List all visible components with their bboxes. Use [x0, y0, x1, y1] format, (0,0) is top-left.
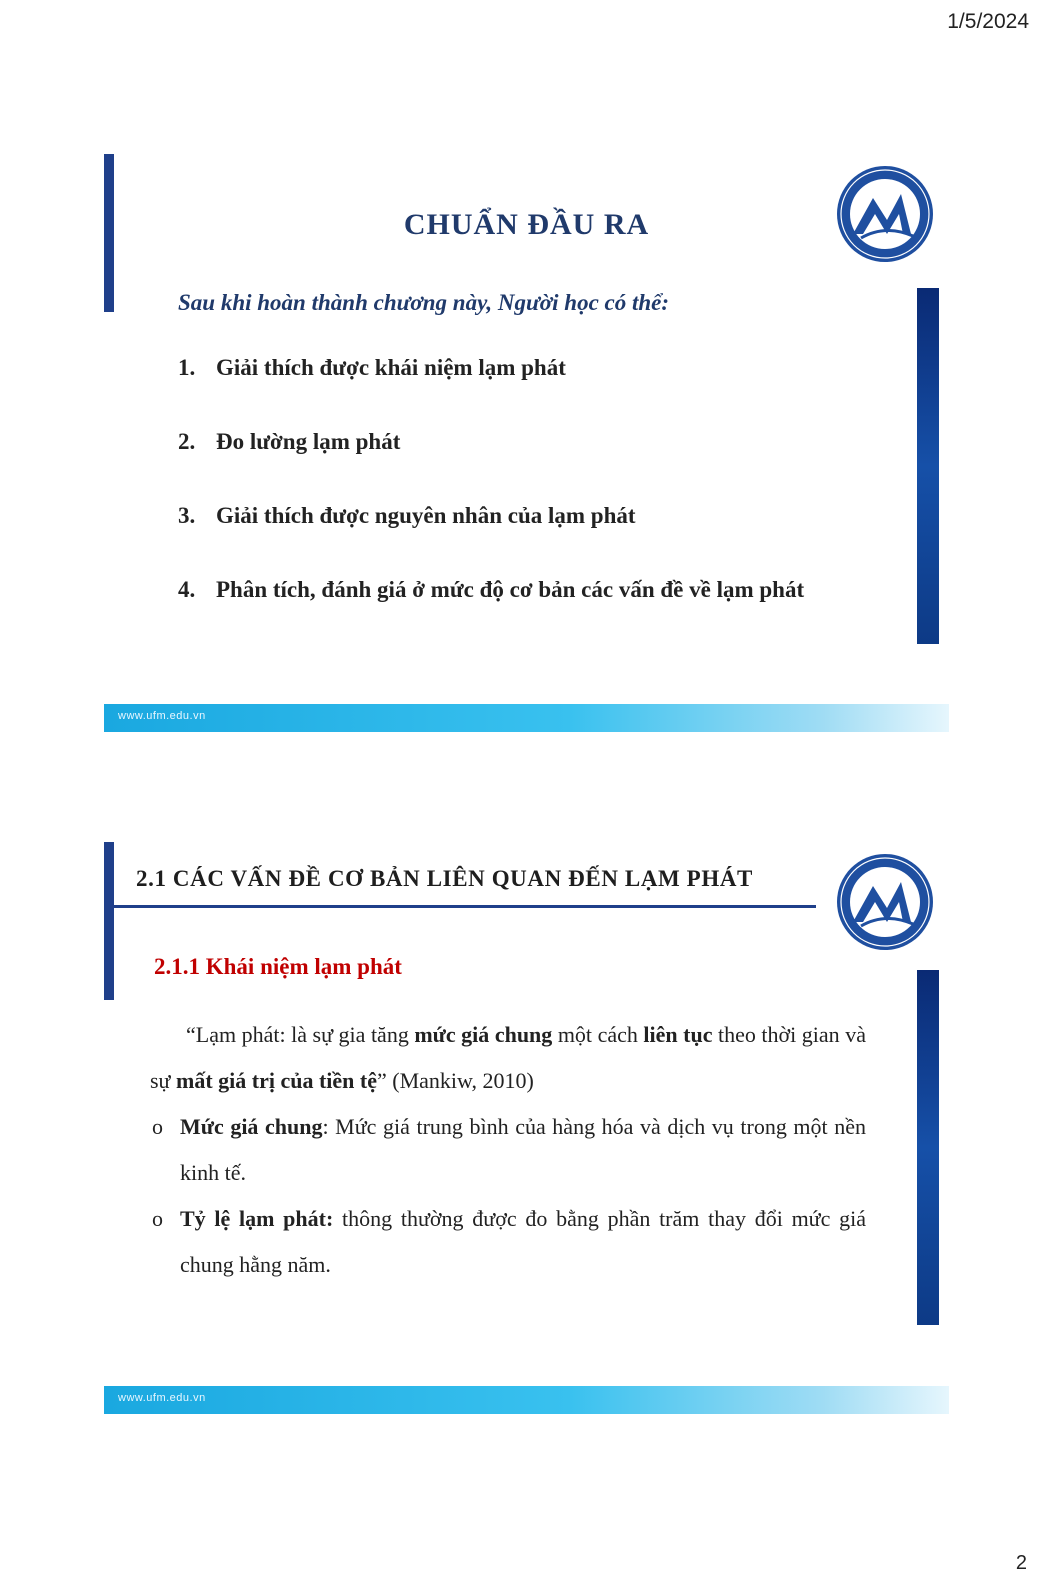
slide-inflation-concept — [104, 838, 949, 1438]
bullet-list — [150, 1104, 866, 1288]
footer-band — [104, 704, 949, 732]
bullet-marker: o — [152, 1114, 163, 1139]
left-accent-bar — [104, 842, 114, 1000]
list-item: 1. Giải thích được khái niệm lạm phát — [178, 355, 566, 380]
title-divider — [114, 905, 816, 908]
list-item: o Tỷ lệ lạm phát: thông thường được đo bằng phần trăm thay đổi mức giá chung hằng năm. — [150, 1196, 866, 1288]
footer-url: www.ufm.edu.vn — [118, 1392, 206, 1404]
right-accent-bar — [917, 288, 939, 644]
page-date: 1/5/2024 — [947, 10, 1029, 33]
outcomes-list — [178, 355, 804, 651]
slide-title: 2.1 CÁC VẤN ĐỀ CƠ BẢN LIÊN QUAN ĐẾN LẠM PHÁT — [136, 866, 753, 891]
right-accent-bar — [917, 970, 939, 1325]
slide-body — [150, 1012, 866, 1288]
ufm-logo-icon — [835, 852, 935, 952]
list-item: 3. Giải thích được nguyên nhân của lạm phát — [178, 503, 636, 528]
bullet-marker: o — [152, 1206, 163, 1231]
list-item: o Mức giá chung: Mức giá trung bình của hàng hóa và dịch vụ trong một nền kinh tế. — [150, 1104, 866, 1196]
intro-text: Sau khi hoàn thành chương này, Người học có thể: — [178, 290, 670, 315]
list-item: 2. Đo lường lạm phát — [178, 429, 401, 454]
definition-quote: “Lạm phát: là sự gia tăng mức giá chung một cách liên tục theo thời gian và sự mất giá trị của tiền tệ” (Mankiw, 2010) — [150, 1022, 866, 1093]
footer-band — [104, 1386, 949, 1414]
section-subheading: 2.1.1 Khái niệm lạm phát — [154, 954, 402, 979]
slide-title: CHUẨN ĐẦU RA — [403, 208, 650, 241]
page-number: 2 — [1015, 1552, 1027, 1574]
slide-learning-outcomes — [104, 150, 949, 750]
footer-url: www.ufm.edu.vn — [118, 710, 206, 722]
list-item: 4. Phân tích, đánh giá ở mức độ cơ bản các vấn đề về lạm phát — [178, 577, 805, 602]
